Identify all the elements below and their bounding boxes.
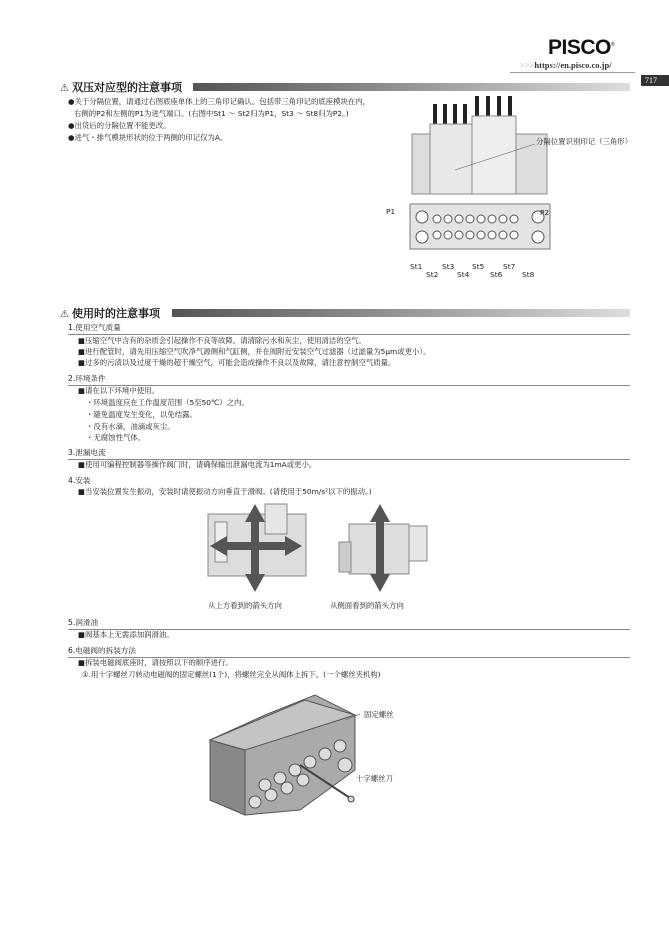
port-p2-label: P2 [540, 208, 550, 217]
valve-disassembly-image [205, 690, 360, 820]
station-label: St5 [472, 262, 485, 271]
website-link[interactable]: >>>https://en.pisco.co.jp/ [520, 60, 612, 70]
station-label: St3 [442, 262, 455, 271]
warning-icon: ⚠ [60, 83, 69, 94]
section-bar [172, 309, 630, 317]
station-label: St7 [503, 262, 516, 271]
subsection-heading: 1.使用空气质量 [68, 322, 630, 335]
station-label: St2 [426, 270, 439, 279]
section-title-dual-pressure: ⚠ 双压对应型的注意事项 [60, 81, 182, 94]
station-label: St1 [410, 262, 423, 271]
text-line: ■使用可编程控制器等操作阀门时，请确保输出泄漏电流为1mA或更小。 [78, 460, 317, 469]
text-line: ■当安装位置发生振动，安装时请使振动方向垂直于滑阀。(请使用于50m/s²以下的振动。) [78, 487, 372, 496]
mark-label: 分隔位置识别印记（三角形） [536, 137, 633, 146]
subsection-heading: 3.泄漏电流 [68, 447, 630, 460]
station-label: St4 [457, 270, 470, 279]
section-bar [193, 83, 630, 91]
port-p1-label: P1 [386, 207, 396, 216]
bullet-text: ●进气・排气模块形状的位于两侧的印记仅为A。 [68, 133, 228, 142]
subsection-heading: 4.安装 [68, 476, 91, 485]
bullet-text: 右侧的P2和左侧的P1为进气端口。(右图中St1 ～ St2归为P1，St3 ～ St8归为P2。) [74, 109, 349, 118]
page-number: 717 [641, 75, 669, 86]
pisco-logo: PISCO® [548, 36, 615, 59]
text-line: ・没有水滴，油滴或灰尘。 [86, 422, 175, 431]
divider [510, 72, 635, 73]
manifold-diagram [400, 94, 560, 284]
section-title-usage: ⚠ 使用时的注意事项 [60, 307, 160, 320]
station-label: St6 [490, 270, 503, 279]
caption-top-view: 从上方看到的箭头方向 [208, 601, 282, 610]
text-line: ・环境温度应在工作温度范围（5至50℃）之内。 [86, 398, 249, 407]
text-line: ・避免温度发生变化，以免结露。 [86, 410, 197, 419]
text-line: ■阀基本上无需添加润滑油。 [78, 630, 174, 639]
text-line: ・无腐蚀性气体。 [86, 433, 146, 442]
text-line: ■请在以下环境中使用。 [78, 386, 159, 395]
text-line: ■进行配管时，请先用压缩空气吹净气源侧和气缸侧，并在阀附近安装空气过滤器（过滤量为5μm或更小）。 [78, 347, 431, 356]
text-line: ①.用十字螺丝刀转动电磁阀的固定螺丝(1个)，将螺丝完全从阀体上拆下。(一个螺丝夹机构) [82, 670, 381, 679]
warning-icon: ⚠ [60, 309, 69, 320]
subsection-heading: 6.电磁阀的拆装方法 [68, 645, 630, 658]
fixing-screw-label: 固定螺丝 [364, 710, 394, 719]
station-label: St8 [522, 270, 535, 279]
text-line: ■压缩空气中含有的杂质会引起操作不良等故障。请清除污水和灰尘，使用清洁的空气。 [78, 336, 366, 345]
text-line: ■拆装电磁阀底座时，请按照以下的顺序进行。 [78, 658, 233, 667]
subsection-heading: 5.润滑油 [68, 617, 630, 630]
text-line: ■过多的污渍以及过度干燥的超干燥空气，可能会造成操作不良以及故障，请注意控制空气质量。 [78, 358, 396, 367]
install-side-view-image [335, 502, 430, 594]
bullet-text: ●出货后的分隔位置不能更改。 [68, 121, 171, 130]
caption-side-view: 从侧面看到的箭头方向 [330, 601, 404, 610]
screwdriver-label: 十字螺丝刀 [356, 774, 393, 783]
install-top-view-image [205, 502, 310, 594]
subsection-heading: 2.环境条件 [68, 373, 630, 386]
bullet-text: ●关于分隔位置，请通过右图底座单体上的三角印记确认。包括带三角印记的底座模块在内， [68, 97, 371, 106]
